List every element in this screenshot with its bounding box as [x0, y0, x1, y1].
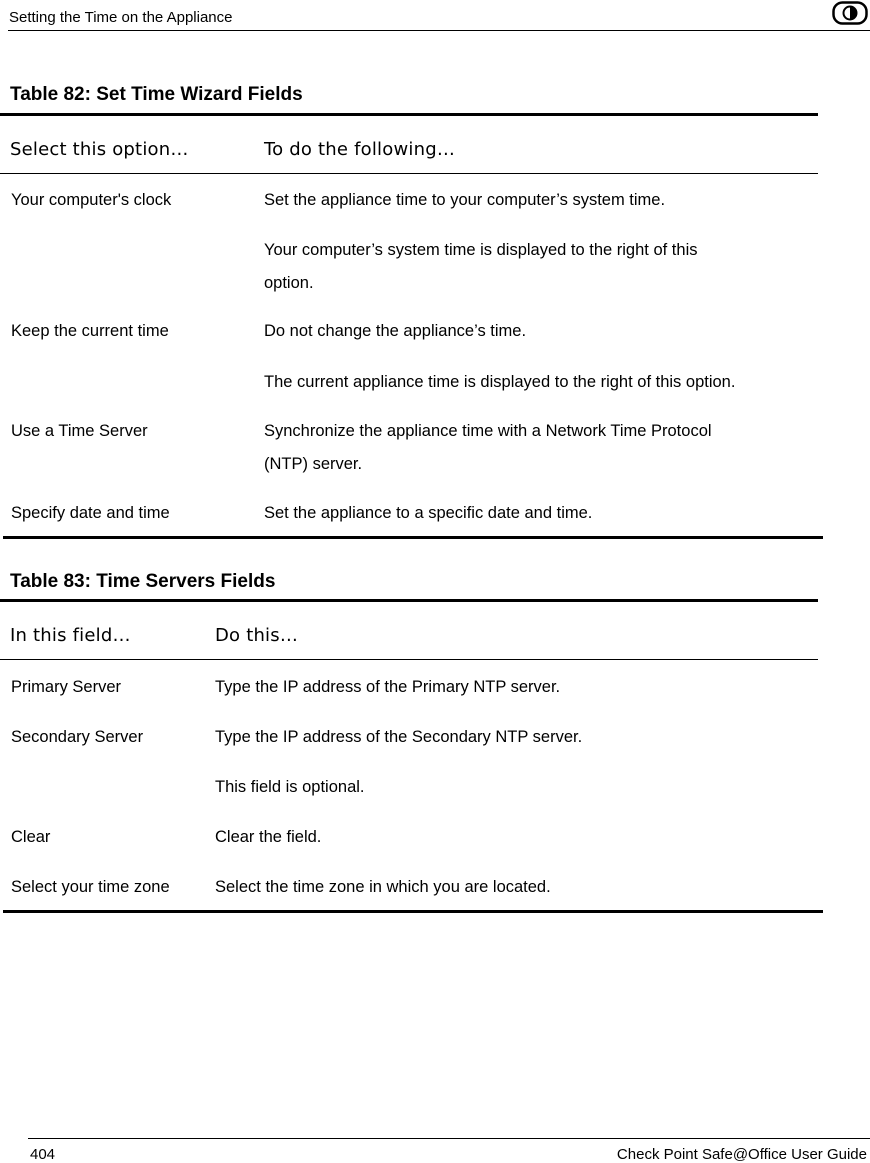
table82-col1-header: Select this option… [10, 139, 189, 160]
table82-top-rule [0, 113, 818, 116]
table83-header-rule [0, 659, 818, 660]
table83-caption: Table 83: Time Servers Fields [10, 571, 276, 592]
table82-header-rule [0, 173, 818, 174]
table82-row3-desc-line2: (NTP) server. [264, 455, 363, 473]
table82-row1-desc-line2: Your computer’s system time is displayed to the right of this [264, 241, 698, 259]
table82-row2-option: Keep the current time [11, 322, 169, 340]
checkpoint-logo-icon [832, 1, 868, 25]
table83-row2-field: Secondary Server [11, 728, 144, 746]
table83-col2-header: Do this… [215, 625, 299, 646]
table83-row3-desc-line1: Clear the field. [215, 828, 322, 846]
table82-row1-desc-line3: option. [264, 274, 314, 292]
table83-row4-desc-line1: Select the time zone in which you are located. [215, 878, 551, 896]
table83-col1-header: In this field… [10, 625, 131, 646]
table82-row3-option: Use a Time Server [11, 422, 148, 440]
table82-row3-desc-line1: Synchronize the appliance time with a Network Time Protocol [264, 422, 712, 440]
header-rule [8, 30, 870, 31]
table83-row1-field: Primary Server [11, 678, 122, 696]
table83-row4-field: Select your time zone [11, 878, 170, 896]
running-header: Setting the Time on the Appliance [9, 9, 233, 26]
table83-row2-desc-line1: Type the IP address of the Secondary NTP server. [215, 728, 583, 746]
table82-caption: Table 82: Set Time Wizard Fields [10, 84, 303, 105]
table82-row1-option: Your computer's clock [11, 191, 172, 209]
table82-row4-desc-line1: Set the appliance to a specific date and time. [264, 504, 593, 522]
table82-col2-header: To do the following… [264, 139, 456, 160]
table82-bottom-rule [3, 536, 823, 539]
table82-row2-desc-line1: Do not change the appliance’s time. [264, 322, 527, 340]
page-number: 404 [30, 1146, 56, 1163]
guide-title: Check Point Safe@Office User Guide [616, 1146, 867, 1163]
table82-row4-option: Specify date and time [11, 504, 170, 522]
table82-row2-desc-line2: The current appliance time is displayed to the right of this option. [264, 373, 736, 391]
table83-row3-field: Clear [11, 828, 51, 846]
table83-bottom-rule [3, 910, 823, 913]
table83-row2-desc-line2: This field is optional. [215, 778, 365, 796]
table82-row1-desc-line1: Set the appliance time to your computer’s system time. [264, 191, 666, 209]
footer-rule [28, 1138, 870, 1139]
table83-top-rule [0, 599, 818, 602]
table83-row1-desc-line1: Type the IP address of the Primary NTP server. [215, 678, 561, 696]
